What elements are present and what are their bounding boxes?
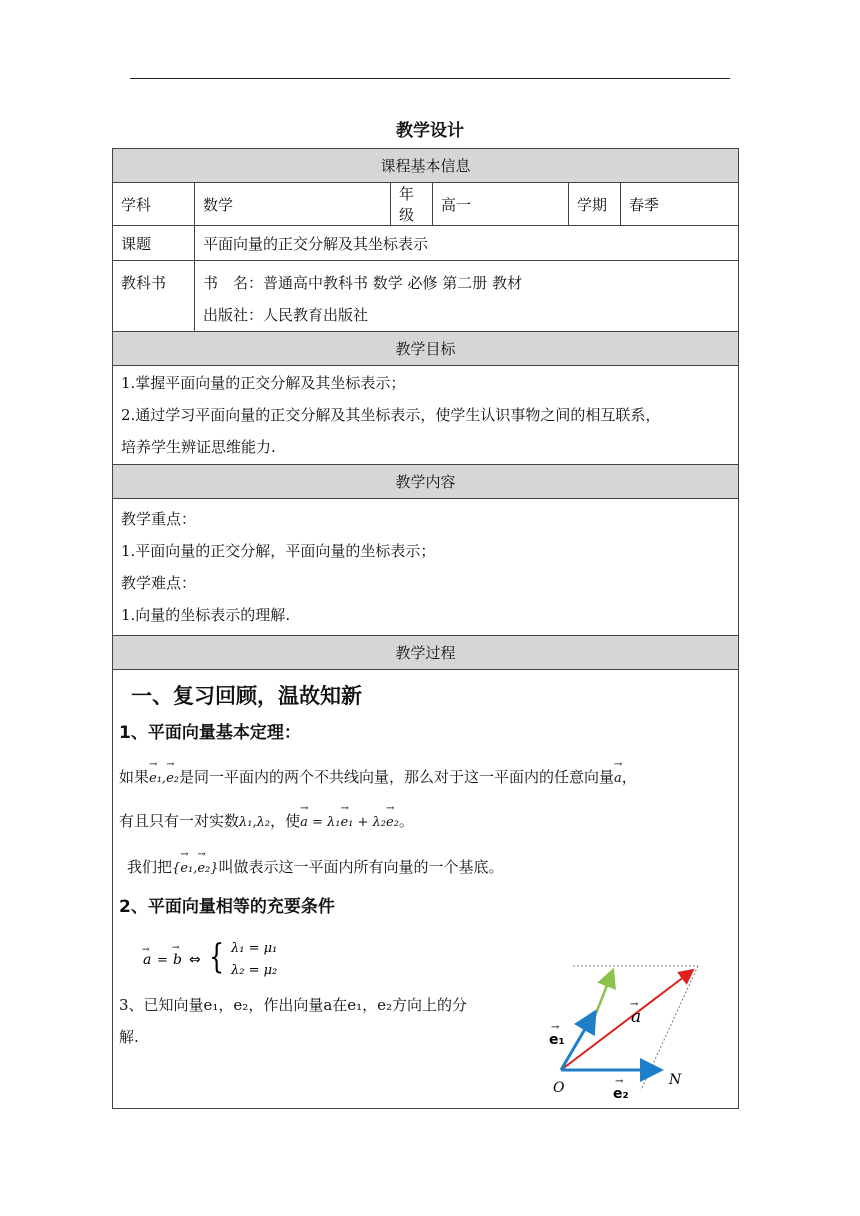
svg-text:{: { [209,936,225,977]
label-n: N [669,1072,682,1088]
goal-line: 培养学生辨证思维能力. [121,438,276,456]
a-symbol: → a [614,771,622,786]
top-rule [130,78,730,79]
textbook-line-1: 书 名：普通高中教科书 数学 必修 第二册 教材 [203,274,523,292]
svg-text:λ₁ = μ₁: λ₁ = μ₁ [231,941,278,956]
textbook-value [195,261,739,332]
doc-title: 教学设计 [396,121,464,141]
equality-condition [139,934,339,986]
vector-a [561,970,693,1070]
s3-line-2: 解. [119,1028,139,1046]
grade-value: 高一 [433,183,569,226]
section-basic-info: 课程基本信息 [113,149,739,183]
term-label: 学期 [569,183,621,226]
label-e2-arrow: → [615,1076,624,1087]
label-e1-arrow: → [551,1022,560,1033]
textbook-line-2: 出版社：人民教育出版社 [203,306,369,324]
goal-line: 2.通过学习平面向量的正交分解及其坐标表示，使学生认识事物之间的相互联系， [121,406,661,424]
s1-paragraph-2: 有且只有一对实数λ₁,λ₂，使→ a = λ₁→ e₁ + λ₂→ e₂。 [119,810,414,831]
e1-e2-symbol: → e₁,→ e₂ [149,771,179,786]
lambda-symbols: λ₁,λ₂ [239,815,271,830]
term-value: 春季 [621,183,739,226]
svg-text:⇔: ⇔ [189,952,201,968]
label-o: O [553,1080,565,1096]
svg-text:a: a [143,952,152,968]
s2-title: 2、平面向量相等的充要条件 [119,897,335,917]
content-line: 1.平面向量的正交分解，平面向量的坐标表示； [121,542,436,560]
label-e2: e₂ [613,1086,629,1102]
subject-label: 学科 [113,183,195,226]
s3-line-1: 3、已知向量e₁，e₂，作出向量a在e₁，e₂方向上的分 [119,996,468,1014]
label-a-arrow: → [630,999,639,1010]
topic-value: 平面向量的正交分解及其坐标表示 [195,226,739,261]
section-goals: 教学目标 [113,332,739,366]
svg-text:→: → [142,945,150,955]
s1-paragraph-3: 我们把{→ e₁,→ e₂}叫做表示这一平面内所有向量的一个基底。 [127,856,504,877]
section-process: 教学过程 [113,636,739,670]
vector-decomposition-figure [533,952,733,1102]
section-content: 教学内容 [113,465,739,499]
vector-e1 [561,1012,595,1070]
svg-text:=: = [157,953,168,968]
svg-text:→: → [172,943,180,953]
svg-text:λ₂ = μ₂: λ₂ = μ₂ [231,963,278,978]
topic-label: 课题 [113,226,195,261]
content-cell [113,499,739,636]
s1-paragraph-1: 如果→ e₁,→ e₂是同一平面内的两个不共线向量，那么对于这一平面内的任意向量→ a， [119,766,637,787]
goal-line: 1.掌握平面向量的正交分解及其坐标表示； [121,374,406,392]
goals-cell [113,366,739,465]
content-line: 1.向量的坐标表示的理解. [121,606,291,624]
process-heading: 一、复习回顾，温故知新 [131,684,362,708]
content-line: 教学重点： [121,510,197,528]
label-e1: e₁ [549,1032,565,1048]
lesson-plan-table [112,148,739,1109]
content-line: 教学难点： [121,574,197,592]
textbook-label: 教科书 [113,261,195,332]
e1-component-vector [595,970,613,1016]
grade-label: 年级 [391,183,433,226]
label-a: a [631,1007,642,1027]
subject-value: 数学 [195,183,391,226]
equality-condition-formula [139,934,339,982]
basis-symbol: {→ e₁,→ e₂} [172,861,219,876]
decomposition-formula: → a = λ₁→ e₁ + λ₂→ e₂ [300,815,399,830]
process-cell [113,670,739,1109]
svg-text:b: b [173,952,182,968]
s1-title: 1、平面向量基本定理： [119,723,301,743]
